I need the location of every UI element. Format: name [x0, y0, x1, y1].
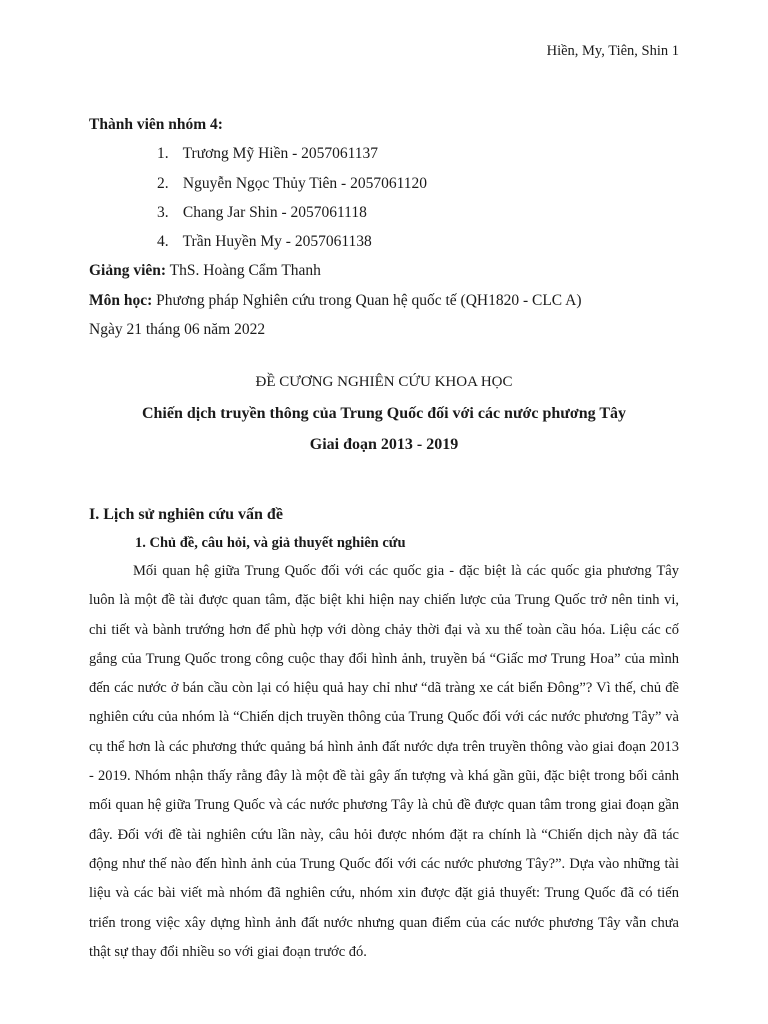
member-number: 3. — [157, 203, 169, 221]
member-number: 1. — [157, 145, 169, 163]
section-heading: I. Lịch sử nghiên cứu vấn đề — [89, 506, 283, 523]
members-heading: Thành viên nhóm 4: — [89, 116, 223, 133]
member-name: Chang Jar Shin - 2057061118 — [182, 203, 367, 221]
course-value: Phương pháp Nghiên cứu trong Quan hệ quốc tế (QH1820 - CLC A) — [152, 291, 582, 309]
member-name: Trần Huyền My - 2057061138 — [182, 233, 372, 251]
date-line: Ngày 21 tháng 06 năm 2022 — [89, 321, 266, 339]
running-head: Hiền, My, Tiên, Shin 1 — [546, 43, 679, 59]
subsection-heading: 1. Chủ đề, câu hỏi, và giả thuyết nghiên cứu — [135, 535, 406, 551]
section-research-history — [89, 500, 679, 967]
body-paragraph: Mối quan hệ giữa Trung Quốc đối với các quốc gia - đặc biệt là các quốc gia phương Tây luôn là một đề tài được quan tâm, đặc biệt khi hiện nay chiến lược của Trung Quốc trở nên tinh vi, chi tiết và bành trướng hơn để phù hợp với dòng chảy thời đại và xu thế toàn cầu hóa. Liệu các cố gắng của Trung Quốc trong công cuộc thay đổi hình ảnh, truyền bá “Giấc mơ Trung Hoa” của mình đến các nước ở bán cầu còn lại có hiệu quả hay chỉ như “dã tràng xe cát biển Đông”? Vì thế, chủ đề nghiên cứu của nhóm là “Chiến dịch truyền thông của Trung Quốc đối với các nước phương Tây” và cụ thể hơn là các phương thức quảng bá hình ảnh đất nước dựa trên truyền thông vào giai đoạn 2013 - 2019. Nhóm nhận thấy rằng đây là một đề tài gây ấn tượng và khá gần gũi, đặc biệt trong bối cảnh mối quan hệ giữa Trung Quốc và các nước phương Tây là chủ đề được quan tâm trong giai đoạn gần đây. Đối với đề tài nghiên cứu lần này, câu hỏi được nhóm đặt ra chính là “Chiến dịch này đã tác động như thế nào đến hình ảnh của Trung Quốc đối với các nước phương Tây?”. Dựa vào những tài liệu và các bài viết mà nhóm đã nghiên cứu, nhóm xin được đặt giả thuyết: Trung Quốc đã có tiến triển trong việc xây dựng hình ảnh đất nước nhưng quan điểm của các nước phương Tây vẫn chưa thật sự thay đổi nhiều so với giai đoạn trước đó. — [89, 563, 679, 960]
document-topic: Chiến dịch truyền thông của Trung Quốc đối với các nước phương Tây — [141, 405, 627, 422]
member-item — [89, 139, 689, 168]
member-number: 4. — [157, 233, 169, 251]
member-name: Trương Mỹ Hiền - 2057061137 — [182, 145, 379, 163]
member-item — [89, 227, 689, 256]
member-item — [89, 169, 689, 198]
lecturer-label: Giảng viên: — [89, 262, 167, 280]
document-period: Giai đoạn 2013 - 2019 — [309, 436, 459, 453]
document-title-block — [0, 367, 768, 460]
lecturer-line — [89, 256, 689, 285]
member-info-block — [89, 110, 689, 344]
lecturer-value: ThS. Hoàng Cẩm Thanh — [166, 262, 321, 280]
course-label: Môn học: — [89, 291, 153, 309]
document-title: ĐỀ CƯƠNG NGHIÊN CỨU KHOA HỌC — [255, 374, 513, 390]
member-item — [89, 198, 689, 227]
member-name: Nguyễn Ngọc Thủy Tiên - 2057061120 — [182, 174, 427, 192]
member-number: 2. — [157, 174, 169, 192]
course-line — [89, 286, 689, 315]
